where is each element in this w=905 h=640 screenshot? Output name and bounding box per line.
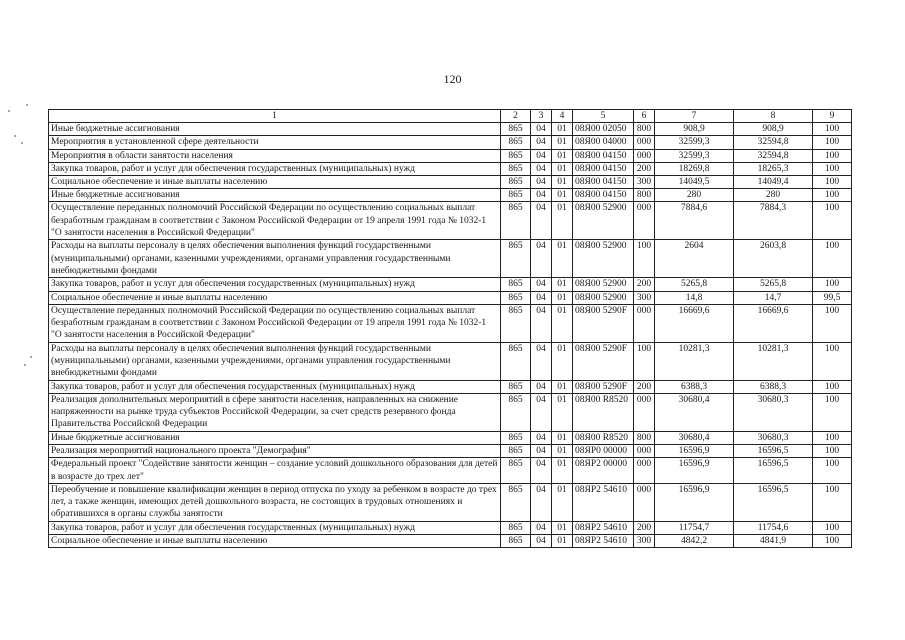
- percent-cell: 100: [813, 123, 852, 136]
- admin-code-cell: 865: [501, 394, 531, 432]
- table-row: [49, 458, 852, 483]
- scan-speck: [24, 364, 26, 366]
- admin-code-cell: 865: [501, 521, 531, 534]
- percent-cell: 100: [813, 535, 852, 548]
- executed-amount-cell: 4841,9: [734, 535, 813, 548]
- subsection-cell: 01: [552, 535, 573, 548]
- target-article-cell: 08Я00 02050: [573, 123, 634, 136]
- planned-amount-cell: 7884,6: [655, 202, 734, 240]
- percent-cell: 100: [813, 483, 852, 521]
- expense-type-cell: 200: [634, 162, 655, 175]
- section-cell: 04: [531, 162, 552, 175]
- table-row: [49, 189, 852, 202]
- expense-type-cell: 800: [634, 189, 655, 202]
- description-cell: Социальное обеспечение и иные выплаты населению: [49, 176, 501, 189]
- description-cell: Закупка товаров, работ и услуг для обеспечения государственных (муниципальных) нужд: [49, 278, 501, 291]
- page-number: 120: [443, 72, 462, 86]
- subsection-cell: 01: [552, 380, 573, 393]
- executed-amount-cell: 908,9: [734, 123, 813, 136]
- table-row: [49, 432, 852, 445]
- section-cell: 04: [531, 394, 552, 432]
- admin-code-cell: 865: [501, 535, 531, 548]
- planned-amount-cell: 4842,2: [655, 535, 734, 548]
- admin-code-cell: 865: [501, 162, 531, 175]
- percent-cell: 100: [813, 278, 852, 291]
- planned-amount-cell: 30680,4: [655, 394, 734, 432]
- description-cell: Осуществление переданных полномочий Российской Федерации по осуществлению социальных выплат безработным гражданам в соответствии с Законом Российской Федерации от 19 апреля 1991 года № 1032-1 "О занятости населения в Российской Федерации": [49, 304, 501, 342]
- subsection-cell: 01: [552, 176, 573, 189]
- section-cell: 04: [531, 432, 552, 445]
- description-cell: Реализация дополнительных мероприятий в сфере занятости населения, направленных на снижение напряженности на рынке труда субъектов Российской Федерации, за счет средств резервного фонда Правительства Российской Федерации: [49, 394, 501, 432]
- executed-amount-cell: 32594,8: [734, 149, 813, 162]
- subsection-cell: 01: [552, 189, 573, 202]
- admin-code-cell: 865: [501, 432, 531, 445]
- section-cell: 04: [531, 149, 552, 162]
- table-row: [49, 278, 852, 291]
- planned-amount-cell: 16596,9: [655, 483, 734, 521]
- target-article-cell: 08Я00 04000: [573, 136, 634, 149]
- planned-amount-cell: 32599,3: [655, 149, 734, 162]
- column-header: 9: [813, 110, 852, 123]
- description-cell: Иные бюджетные ассигнования: [49, 432, 501, 445]
- expense-type-cell: 000: [634, 445, 655, 458]
- table-row: [49, 380, 852, 393]
- description-cell: Социальное обеспечение и иные выплаты населению: [49, 535, 501, 548]
- section-cell: 04: [531, 445, 552, 458]
- admin-code-cell: 865: [501, 304, 531, 342]
- target-article-cell: 08Я00 5290F: [573, 304, 634, 342]
- column-header: 3: [531, 110, 552, 123]
- subsection-cell: 01: [552, 278, 573, 291]
- target-article-cell: 08Я00 R8520: [573, 394, 634, 432]
- executed-amount-cell: 14049,4: [734, 176, 813, 189]
- scan-speck: [8, 110, 10, 112]
- table-row: [49, 304, 852, 342]
- percent-cell: 100: [813, 304, 852, 342]
- admin-code-cell: 865: [501, 458, 531, 483]
- admin-code-cell: 865: [501, 291, 531, 304]
- description-cell: Иные бюджетные ассигнования: [49, 123, 501, 136]
- target-article-cell: 08ЯP2 54610: [573, 483, 634, 521]
- table-row: [49, 123, 852, 136]
- subsection-cell: 01: [552, 136, 573, 149]
- budget-table: [48, 109, 852, 548]
- planned-amount-cell: 32599,3: [655, 136, 734, 149]
- target-article-cell: 08Я00 04150: [573, 176, 634, 189]
- admin-code-cell: 865: [501, 123, 531, 136]
- section-cell: 04: [531, 304, 552, 342]
- table-row: [49, 202, 852, 240]
- percent-cell: 100: [813, 342, 852, 380]
- admin-code-cell: 865: [501, 176, 531, 189]
- percent-cell: 100: [813, 432, 852, 445]
- scan-speck: [21, 142, 23, 144]
- executed-amount-cell: 16596,5: [734, 458, 813, 483]
- section-cell: 04: [531, 202, 552, 240]
- target-article-cell: 08Я00 R8520: [573, 432, 634, 445]
- description-cell: Закупка товаров, работ и услуг для обеспечения государственных (муниципальных) нужд: [49, 521, 501, 534]
- executed-amount-cell: 16596,5: [734, 445, 813, 458]
- expense-type-cell: 800: [634, 123, 655, 136]
- scan-speck: [14, 135, 16, 137]
- target-article-cell: 08Я00 04150: [573, 189, 634, 202]
- admin-code-cell: 865: [501, 278, 531, 291]
- subsection-cell: 01: [552, 342, 573, 380]
- executed-amount-cell: 6388,3: [734, 380, 813, 393]
- description-cell: Переобучение и повышение квалификации женщин в период отпуска по уходу за ребенком в возрасте до трех лет, а также женщин, имеющих детей дошкольного возраста, не состоящих в трудовых отношениях и обратившихся в органы службы занятости: [49, 483, 501, 521]
- expense-type-cell: 000: [634, 394, 655, 432]
- table-row: [49, 394, 852, 432]
- percent-cell: 100: [813, 149, 852, 162]
- executed-amount-cell: 7884,3: [734, 202, 813, 240]
- percent-cell: 100: [813, 240, 852, 278]
- subsection-cell: 01: [552, 304, 573, 342]
- executed-amount-cell: 14,7: [734, 291, 813, 304]
- executed-amount-cell: 10281,3: [734, 342, 813, 380]
- percent-cell: 100: [813, 458, 852, 483]
- executed-amount-cell: 30680,3: [734, 432, 813, 445]
- executed-amount-cell: 11754,6: [734, 521, 813, 534]
- planned-amount-cell: 14049,5: [655, 176, 734, 189]
- target-article-cell: 08Я00 52900: [573, 202, 634, 240]
- description-cell: Социальное обеспечение и иные выплаты населению: [49, 291, 501, 304]
- scan-speck: [26, 104, 28, 106]
- section-cell: 04: [531, 136, 552, 149]
- target-article-cell: 08Я00 52900: [573, 240, 634, 278]
- executed-amount-cell: 18265,3: [734, 162, 813, 175]
- expense-type-cell: 800: [634, 432, 655, 445]
- column-header: 7: [655, 110, 734, 123]
- planned-amount-cell: 2604: [655, 240, 734, 278]
- column-header: 5: [573, 110, 634, 123]
- subsection-cell: 01: [552, 521, 573, 534]
- executed-amount-cell: 16596,5: [734, 483, 813, 521]
- section-cell: 04: [531, 483, 552, 521]
- description-cell: Расходы на выплаты персоналу в целях обеспечения выполнения функций государственными (муниципальными) органами, казенными учреждениями, органами управления государственными внебюджетными фондами: [49, 342, 501, 380]
- table-row: [49, 535, 852, 548]
- planned-amount-cell: 10281,3: [655, 342, 734, 380]
- target-article-cell: 08Я00 5290F: [573, 380, 634, 393]
- target-article-cell: 08Я00 5290F: [573, 342, 634, 380]
- description-cell: Расходы на выплаты персоналу в целях обеспечения выполнения функций государственными (муниципальными) органами, казенными учреждениями, органами управления государственными внебюджетными фондами: [49, 240, 501, 278]
- executed-amount-cell: 5265,8: [734, 278, 813, 291]
- percent-cell: 100: [813, 136, 852, 149]
- description-cell: Закупка товаров, работ и услуг для обеспечения государственных (муниципальных) нужд: [49, 162, 501, 175]
- planned-amount-cell: 30680,4: [655, 432, 734, 445]
- admin-code-cell: 865: [501, 189, 531, 202]
- subsection-cell: 01: [552, 394, 573, 432]
- description-cell: Закупка товаров, работ и услуг для обеспечения государственных (муниципальных) нужд: [49, 380, 501, 393]
- executed-amount-cell: 2603,8: [734, 240, 813, 278]
- description-cell: Федеральный проект "Содействие занятости женщин – создание условий дошкольного образования для детей в возрасте до трех лет": [49, 458, 501, 483]
- target-article-cell: 08Я00 52900: [573, 291, 634, 304]
- percent-cell: 100: [813, 380, 852, 393]
- admin-code-cell: 865: [501, 483, 531, 521]
- percent-cell: 100: [813, 521, 852, 534]
- planned-amount-cell: 908,9: [655, 123, 734, 136]
- executed-amount-cell: 16669,6: [734, 304, 813, 342]
- column-header: 2: [501, 110, 531, 123]
- column-header: 6: [634, 110, 655, 123]
- planned-amount-cell: 16596,9: [655, 458, 734, 483]
- planned-amount-cell: 6388,3: [655, 380, 734, 393]
- subsection-cell: 01: [552, 445, 573, 458]
- column-number-row: [49, 110, 852, 123]
- section-cell: 04: [531, 240, 552, 278]
- expense-type-cell: 000: [634, 149, 655, 162]
- target-article-cell: 08Я00 52900: [573, 278, 634, 291]
- percent-cell: 100: [813, 202, 852, 240]
- table-row: [49, 240, 852, 278]
- section-cell: 04: [531, 278, 552, 291]
- column-header: 4: [552, 110, 573, 123]
- subsection-cell: 01: [552, 483, 573, 521]
- subsection-cell: 01: [552, 291, 573, 304]
- percent-cell: 100: [813, 189, 852, 202]
- table-row: [49, 162, 852, 175]
- expense-type-cell: 000: [634, 136, 655, 149]
- planned-amount-cell: 18269,8: [655, 162, 734, 175]
- admin-code-cell: 865: [501, 445, 531, 458]
- planned-amount-cell: 5265,8: [655, 278, 734, 291]
- section-cell: 04: [531, 291, 552, 304]
- expense-type-cell: 300: [634, 291, 655, 304]
- planned-amount-cell: 16596,9: [655, 445, 734, 458]
- section-cell: 04: [531, 176, 552, 189]
- section-cell: 04: [531, 521, 552, 534]
- expense-type-cell: 200: [634, 278, 655, 291]
- admin-code-cell: 865: [501, 380, 531, 393]
- table-row: [49, 149, 852, 162]
- expense-type-cell: 100: [634, 240, 655, 278]
- expense-type-cell: 000: [634, 304, 655, 342]
- planned-amount-cell: 11754,7: [655, 521, 734, 534]
- target-article-cell: 08Я00 04150: [573, 149, 634, 162]
- executed-amount-cell: 30680,3: [734, 394, 813, 432]
- percent-cell: 99,5: [813, 291, 852, 304]
- description-cell: Иные бюджетные ассигнования: [49, 189, 501, 202]
- executed-amount-cell: 280: [734, 189, 813, 202]
- planned-amount-cell: 16669,6: [655, 304, 734, 342]
- subsection-cell: 01: [552, 240, 573, 278]
- section-cell: 04: [531, 535, 552, 548]
- subsection-cell: 01: [552, 202, 573, 240]
- table-row: [49, 176, 852, 189]
- admin-code-cell: 865: [501, 342, 531, 380]
- expense-type-cell: 100: [634, 342, 655, 380]
- percent-cell: 100: [813, 445, 852, 458]
- section-cell: 04: [531, 342, 552, 380]
- executed-amount-cell: 32594,8: [734, 136, 813, 149]
- subsection-cell: 01: [552, 458, 573, 483]
- admin-code-cell: 865: [501, 149, 531, 162]
- table-row: [49, 521, 852, 534]
- description-cell: Реализация мероприятий национального проекта "Демография": [49, 445, 501, 458]
- subsection-cell: 01: [552, 149, 573, 162]
- table-row: [49, 136, 852, 149]
- description-cell: Мероприятия в установленной сфере деятельности: [49, 136, 501, 149]
- percent-cell: 100: [813, 176, 852, 189]
- admin-code-cell: 865: [501, 136, 531, 149]
- admin-code-cell: 865: [501, 240, 531, 278]
- subsection-cell: 01: [552, 162, 573, 175]
- table-row: [49, 291, 852, 304]
- percent-cell: 100: [813, 162, 852, 175]
- target-article-cell: 08ЯP0 00000: [573, 445, 634, 458]
- table-row: [49, 445, 852, 458]
- percent-cell: 100: [813, 394, 852, 432]
- expense-type-cell: 000: [634, 483, 655, 521]
- table-row: [49, 483, 852, 521]
- section-cell: 04: [531, 123, 552, 136]
- target-article-cell: 08ЯP2 54610: [573, 521, 634, 534]
- column-header: 1: [49, 110, 501, 123]
- table-row: [49, 342, 852, 380]
- admin-code-cell: 865: [501, 202, 531, 240]
- target-article-cell: 08ЯP2 54610: [573, 535, 634, 548]
- expense-type-cell: 000: [634, 202, 655, 240]
- expense-type-cell: 200: [634, 521, 655, 534]
- planned-amount-cell: 14,8: [655, 291, 734, 304]
- subsection-cell: 01: [552, 123, 573, 136]
- section-cell: 04: [531, 458, 552, 483]
- scan-speck: [30, 356, 32, 358]
- description-cell: Осуществление переданных полномочий Российской Федерации по осуществлению социальных выплат безработным гражданам в соответствии с Законом Российской Федерации от 19 апреля 1991 года № 1032-1 "О занятости населения в Российской Федерации": [49, 202, 501, 240]
- expense-type-cell: 000: [634, 458, 655, 483]
- expense-type-cell: 200: [634, 380, 655, 393]
- expense-type-cell: 300: [634, 176, 655, 189]
- planned-amount-cell: 280: [655, 189, 734, 202]
- target-article-cell: 08Я00 04150: [573, 162, 634, 175]
- section-cell: 04: [531, 189, 552, 202]
- subsection-cell: 01: [552, 432, 573, 445]
- target-article-cell: 08ЯP2 00000: [573, 458, 634, 483]
- column-header: 8: [734, 110, 813, 123]
- description-cell: Мероприятия в области занятости населения: [49, 149, 501, 162]
- expense-type-cell: 300: [634, 535, 655, 548]
- section-cell: 04: [531, 380, 552, 393]
